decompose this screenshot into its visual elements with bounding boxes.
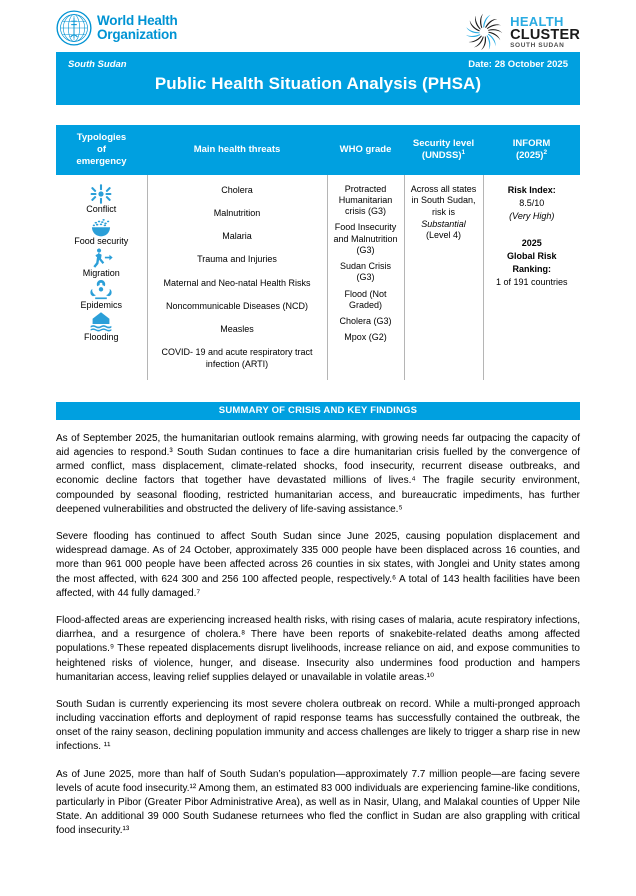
typology-label: Epidemics [80,299,122,310]
header-security-footnote: 1 [461,148,466,156]
threat-item: Cholera [221,184,253,195]
header-security-line2: (UNDSS)$^1$ [421,148,466,161]
security-part1: Across all states in South Sudan, risk is [410,183,477,217]
header-who-grade: WHO grade [327,125,404,175]
title-banner [56,52,580,105]
cell-main-health-threats [147,175,327,380]
health-cluster-wordmark [510,15,580,50]
typology-label: Flooding [83,331,119,342]
flooding-icon [88,311,114,333]
header-typologies-line2: of [97,143,106,155]
summary-paragraph: As of September 2025, the humanitarian outlook remains alarming, with growing needs far outpacing the capacity of aid agencies to respond.³ South Sudan continues to face a dire humanitarian crisis fuelled by the convergence of armed conflict, mass displacement, climate-related shocks, food insecurity, recurrent disease outbreaks, and economic decline factors that together have devastated millions of lives.⁴ The fragile security environment, compounded by seasonal flooding, restricted humanitarian access, and bureaucratic impediments, has further deepened vulnerabilities and obstructed the delivery of life-saving assistance.⁵ [56,432,580,515]
health-cluster-emblem-icon [463,11,505,53]
health-cluster-logo [463,10,580,53]
header-main-health-threats: Main health threats [147,125,327,175]
threat-item: Maternal and Neo-natal Health Risks [163,277,311,288]
header-typologies-line1: Typologies [76,132,127,143]
typology-item-conflict [86,183,116,215]
who-grade-item: Sudan Crisis (G3) [339,261,392,283]
threat-item: Noncommunicable Diseases (NCD) [165,300,309,311]
inform-risk-index-label: Risk Index: [507,184,556,195]
who-wordmark-line1: World Health [97,13,178,29]
cell-who-grade [327,175,404,380]
typology-item-migration [83,247,120,279]
emergency-overview-table [56,125,580,380]
inform-block [489,181,576,289]
who-wordmark-line2: Organization [97,27,178,42]
logo-bar [56,0,580,52]
threat-item: Measles [220,324,254,335]
table-header-row [56,125,580,175]
security-part2: (Level 4) [425,230,461,241]
inform-spacer [489,223,576,237]
typology-item-flooding [84,311,119,343]
health-cluster-region-text: SOUTH SUDAN [510,42,565,49]
page-title: Public Health Situation Analysis (PHSA) [154,74,482,93]
who-grade-item: Cholera (G3) [339,316,392,327]
threat-item: COVID- 19 and acute respiratory tract infection (ARTI) [161,347,313,369]
banner-date: Date: 28 October 2025 [468,59,568,70]
banner-country: South Sudan [68,59,127,70]
banner-meta-row [68,59,568,70]
threat-item: Trauma and Injuries [197,254,277,265]
header-inform-footnote: 2 [543,148,548,156]
header-inform [483,125,580,175]
health-cluster-health-text: HEALTH [510,13,564,29]
typology-item-epidemics [80,279,122,311]
summary-body [56,432,580,839]
security-level-text [410,181,478,242]
typology-label: Conflict [86,203,117,214]
summary-paragraph: Severe flooding has continued to affect South Sudan since June 2025, causing population displacement and widespread damage. As of 24 October, approximately 335 000 people have been displaced across 16 counties, and more than 961 000 people have been affected across 26 counties in six states, with Jonglei and Unity states among the most affected, with 624 300 and 256 100 affected people, respectively.⁶ A total of 143 health facilities have been affected, with 44 fully damaged.⁷ [56,531,580,599]
who-grade-item: Flood (Not Graded) [344,288,387,310]
threat-list [153,181,322,370]
typology-item-food-security [74,215,128,247]
who-logo [56,10,178,46]
summary-section-heading: SUMMARY OF CRISIS AND KEY FINDINGS [56,402,580,420]
who-wordmark [97,14,178,42]
who-grade-item: Mpox (G2) [344,332,387,343]
cell-typologies [56,175,147,380]
summary-paragraph: South Sudan is currently experiencing its most severe cholera outbreak on record. While a multi-pronged approach including vaccination efforts and deployment of rapid response teams has successfully contained the outbreak, the onset of the rainy season, declining population immunity and access challenges are likely to trigger a sharp rise in new infections. ¹¹ [56,698,580,753]
inform-ranking-label-line2: Global Risk [506,250,557,261]
table-body-row [56,175,580,380]
inform-ranking-value: 1 of 191 countries [495,276,568,287]
summary-paragraph: As of June 2025, more than half of South Sudan’s population—approximately 7.7 million people—are facing severe levels of acute food insecurity.¹² Among them, an estimated 83 000 individuals are experiencing famine-like conditions, particularly in Pibor (Greater Pibor Administrative Area), as well as in Nasir, Ulang, and Malakal counties of Upper Nile State. An additional 39 000 South Sudanese returnees who fled the conflict in Sudan are also grappling with critical food insecurity.¹³ [56,768,580,837]
inform-risk-index-value: 8.5/10 [519,197,545,208]
security-emphasis: Substantial [421,218,466,229]
typology-label: Food security [74,235,129,246]
who-emblem-icon [56,10,92,46]
migration-icon [88,247,114,269]
inform-ranking-label-line3: Ranking: [512,263,551,274]
cell-security-level [404,175,483,380]
inform-risk-index-qualifier: (Very High) [509,210,555,221]
header-typologies [56,125,147,175]
header-security-line1: Security level [412,137,475,149]
threat-item: Malaria [222,231,252,242]
inform-ranking-label-line1: 2025 [521,237,542,248]
who-grade-item: Protracted Humanitarian crisis (G3) [338,183,393,217]
typology-list [56,181,147,343]
summary-paragraph: Flood-affected areas are experiencing increased health risks, with rising cases of malaria, acute respiratory infections, diarrhea, and a resurgence of cholera.⁸ There have been reports of snakebite-related deaths among affected populations.⁹ These repeated displacements disrupt livelihoods, increase reliance on aid, and expose communities to heightened risks of violence, hunger, and disease. Insecurity also undermines food production and hampers humanitarian access, leaving relief supplies delayed or unavailable in volatile areas.¹⁰ [56,614,580,683]
epidemics-icon [88,279,114,301]
food-security-icon [88,215,114,237]
header-inform-line2: $(2025)^2$ [515,148,548,161]
who-grade-item: Food Insecurity and Malnutrition (G3) [333,222,398,255]
typology-label: Migration [82,267,120,278]
threat-item: Malnutrition [213,207,261,218]
header-typologies-line3: emergency [76,155,127,167]
conflict-icon [88,183,114,205]
who-grade-list [333,181,399,344]
header-security-level [404,125,483,175]
health-cluster-cluster-text: CLUSTER [510,26,580,43]
cell-inform [483,175,580,380]
header-inform-line1: INFORM [512,137,551,149]
